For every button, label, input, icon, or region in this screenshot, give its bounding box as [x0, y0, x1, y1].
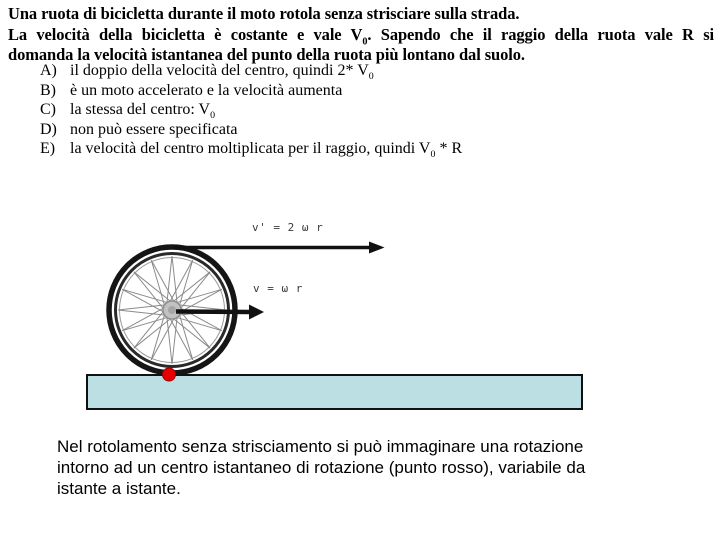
option-e-label: E) [40, 140, 56, 158]
caption-line-2: intorno ad un centro istantaneo di rotazione (punto rosso), variabile da [57, 458, 586, 477]
caption-text [57, 436, 585, 499]
caption-line-1: Nel rotolamento senza strisciamento si può immaginare una rotazione [57, 437, 584, 456]
top-arrowhead-icon [369, 242, 385, 254]
v0-subscript: 0 [430, 149, 436, 161]
top-velocity-arrow [173, 242, 385, 254]
option-a-label: A) [40, 62, 57, 79]
option-a-text: il doppio della velocità del centro, quindi 2* $V_0$ [70, 62, 374, 83]
top-arrow-label: v' = 2 ω r [252, 221, 324, 234]
question-line-3: domanda la velocità istantanea del punto della ruota più lontano dal suolo. [8, 45, 525, 64]
question-line-2-post: . Sapendo che il raggio della ruota vale R si [367, 24, 715, 44]
option-e-text: la velocità del centro moltiplicata per il raggio, quindi $V_0$ * R [70, 140, 463, 161]
caption-line-3: istante a istante. [57, 479, 181, 498]
option-c-label: C) [40, 101, 56, 119]
option-d-label: D) [40, 120, 57, 138]
instant-center-dot [163, 368, 176, 381]
question-line-2-pre: La velocità della bicicletta è costante e vale V [8, 24, 363, 44]
v0-subscript: 0 [210, 110, 216, 122]
center-arrowhead-icon [249, 305, 264, 320]
option-b-label: B) [40, 81, 56, 99]
option-d-text: non può essere specificata [70, 120, 238, 138]
v0-subscript: 0 [362, 35, 368, 47]
wheel-hub-center [168, 306, 176, 314]
option-c-text: la stessa del centro: $V_0$ [70, 101, 216, 122]
v0-subscript: 0 [368, 71, 374, 83]
question-line-1: Una ruota di bicicletta durante il moto rotola senza strisciare sulla strada. [8, 4, 520, 23]
road-rect [87, 375, 582, 409]
option-b-text: è un moto accelerato e la velocità aumenta [70, 81, 343, 99]
center-arrow-label: v = ω r [253, 282, 303, 295]
